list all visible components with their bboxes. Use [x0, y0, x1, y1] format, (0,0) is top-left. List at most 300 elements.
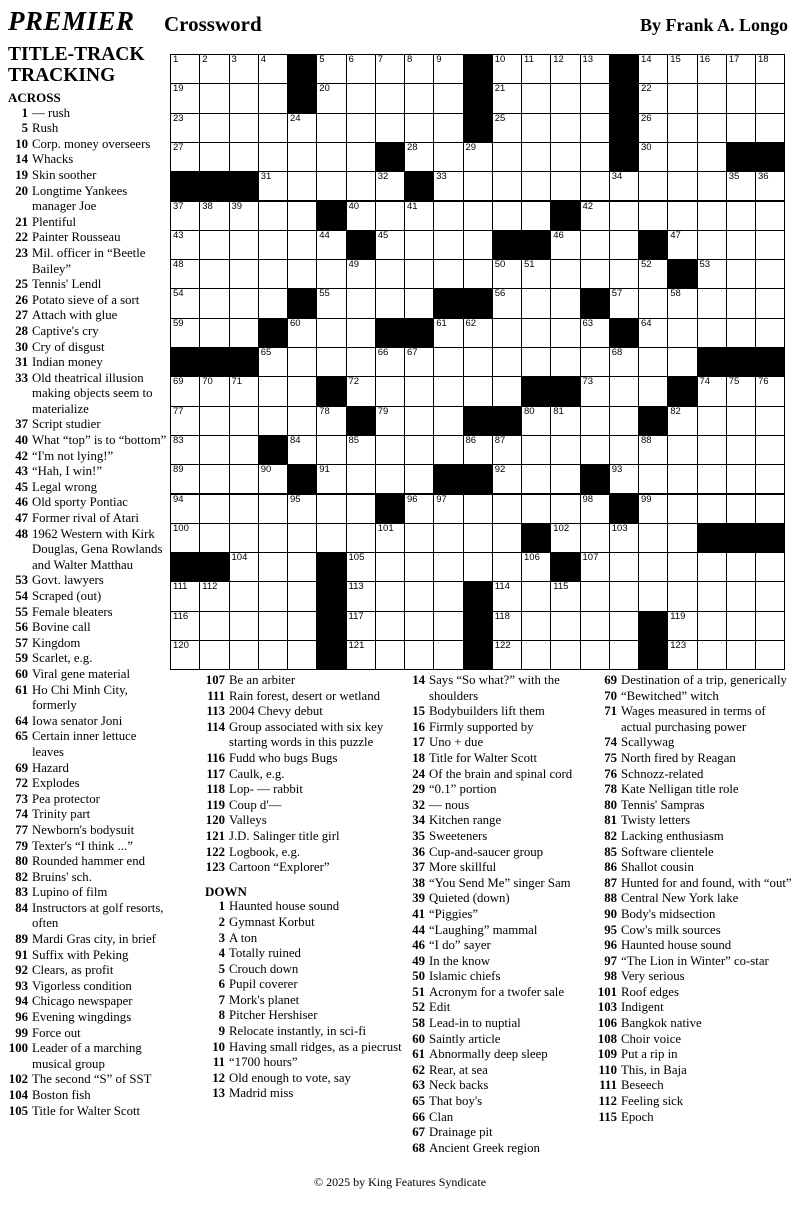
grid-cell[interactable]: [755, 201, 785, 231]
grid-cell[interactable]: [550, 230, 580, 260]
grid-cell[interactable]: [580, 494, 610, 524]
grid-cell[interactable]: [170, 201, 200, 231]
grid-cell[interactable]: [346, 171, 376, 201]
grid-cell[interactable]: [550, 523, 580, 553]
grid-cell[interactable]: [258, 142, 288, 172]
grid-cell[interactable]: [609, 347, 639, 377]
grid-cell[interactable]: [316, 113, 346, 143]
grid-cell[interactable]: [580, 640, 610, 670]
grid-cell[interactable]: [287, 230, 317, 260]
grid-cell[interactable]: [199, 406, 229, 436]
grid-cell[interactable]: [580, 552, 610, 582]
grid-cell[interactable]: [170, 523, 200, 553]
grid-cell[interactable]: [433, 611, 463, 641]
grid-cell[interactable]: [375, 523, 405, 553]
grid-cell[interactable]: [550, 142, 580, 172]
grid-cell[interactable]: [170, 288, 200, 318]
grid-cell[interactable]: [346, 523, 376, 553]
grid-cell[interactable]: [726, 640, 756, 670]
grid-cell[interactable]: [433, 54, 463, 84]
grid-cell[interactable]: [667, 171, 697, 201]
grid-cell[interactable]: [199, 113, 229, 143]
grid-cell[interactable]: [375, 201, 405, 231]
grid-cell[interactable]: [433, 552, 463, 582]
grid-cell[interactable]: [433, 171, 463, 201]
grid-cell[interactable]: [521, 611, 551, 641]
grid-cell[interactable]: [521, 83, 551, 113]
grid-cell[interactable]: [375, 406, 405, 436]
grid-cell[interactable]: [697, 201, 727, 231]
grid-cell[interactable]: [726, 288, 756, 318]
grid-cell[interactable]: [199, 581, 229, 611]
grid-cell[interactable]: [258, 201, 288, 231]
grid-cell[interactable]: [726, 435, 756, 465]
grid-cell[interactable]: [697, 83, 727, 113]
grid-cell[interactable]: [229, 142, 259, 172]
grid-cell[interactable]: [404, 230, 434, 260]
grid-cell[interactable]: [463, 259, 493, 289]
grid-cell[interactable]: [726, 611, 756, 641]
grid-cell[interactable]: [638, 171, 668, 201]
grid-cell[interactable]: [726, 230, 756, 260]
grid-cell[interactable]: [404, 347, 434, 377]
grid-cell[interactable]: [580, 435, 610, 465]
grid-cell[interactable]: [433, 230, 463, 260]
grid-cell[interactable]: [697, 142, 727, 172]
grid-cell[interactable]: [316, 83, 346, 113]
grid-cell[interactable]: [697, 288, 727, 318]
grid-cell[interactable]: [492, 201, 522, 231]
grid-cell[interactable]: [697, 171, 727, 201]
grid-cell[interactable]: [638, 552, 668, 582]
grid-cell[interactable]: [755, 552, 785, 582]
grid-cell[interactable]: [287, 142, 317, 172]
grid-cell[interactable]: [550, 640, 580, 670]
grid-cell[interactable]: [170, 435, 200, 465]
grid-cell[interactable]: [726, 83, 756, 113]
grid-cell[interactable]: [375, 464, 405, 494]
grid-cell[interactable]: [755, 406, 785, 436]
grid-cell[interactable]: [580, 406, 610, 436]
grid-cell[interactable]: [755, 259, 785, 289]
crossword-grid[interactable]: [170, 54, 784, 669]
grid-cell[interactable]: [609, 523, 639, 553]
grid-cell[interactable]: [492, 142, 522, 172]
grid-cell[interactable]: [346, 288, 376, 318]
grid-cell[interactable]: [726, 318, 756, 348]
grid-cell[interactable]: [638, 435, 668, 465]
grid-cell[interactable]: [229, 259, 259, 289]
grid-cell[interactable]: [199, 611, 229, 641]
grid-cell[interactable]: [580, 523, 610, 553]
grid-cell[interactable]: [638, 113, 668, 143]
grid-cell[interactable]: [609, 464, 639, 494]
grid-cell[interactable]: [609, 611, 639, 641]
grid-cell[interactable]: [492, 83, 522, 113]
grid-cell[interactable]: [433, 83, 463, 113]
grid-cell[interactable]: [697, 54, 727, 84]
grid-cell[interactable]: [433, 494, 463, 524]
grid-cell[interactable]: [755, 376, 785, 406]
grid-cell[interactable]: [229, 464, 259, 494]
grid-cell[interactable]: [404, 54, 434, 84]
grid-cell[interactable]: [638, 288, 668, 318]
grid-cell[interactable]: [287, 347, 317, 377]
grid-cell[interactable]: [550, 464, 580, 494]
grid-cell[interactable]: [550, 54, 580, 84]
grid-cell[interactable]: [550, 259, 580, 289]
grid-cell[interactable]: [316, 347, 346, 377]
grid-cell[interactable]: [463, 552, 493, 582]
grid-cell[interactable]: [375, 259, 405, 289]
grid-cell[interactable]: [433, 581, 463, 611]
grid-cell[interactable]: [433, 201, 463, 231]
grid-cell[interactable]: [492, 171, 522, 201]
grid-cell[interactable]: [755, 54, 785, 84]
grid-cell[interactable]: [521, 494, 551, 524]
grid-cell[interactable]: [726, 464, 756, 494]
grid-cell[interactable]: [667, 581, 697, 611]
grid-cell[interactable]: [404, 640, 434, 670]
grid-cell[interactable]: [346, 201, 376, 231]
grid-cell[interactable]: [229, 494, 259, 524]
grid-cell[interactable]: [170, 376, 200, 406]
grid-cell[interactable]: [492, 611, 522, 641]
grid-cell[interactable]: [726, 376, 756, 406]
grid-cell[interactable]: [258, 171, 288, 201]
grid-cell[interactable]: [492, 347, 522, 377]
grid-cell[interactable]: [229, 581, 259, 611]
grid-cell[interactable]: [697, 113, 727, 143]
grid-cell[interactable]: [463, 171, 493, 201]
grid-cell[interactable]: [638, 494, 668, 524]
grid-cell[interactable]: [316, 318, 346, 348]
grid-cell[interactable]: [580, 54, 610, 84]
grid-cell[interactable]: [199, 230, 229, 260]
grid-cell[interactable]: [287, 435, 317, 465]
grid-cell[interactable]: [258, 581, 288, 611]
grid-cell[interactable]: [404, 83, 434, 113]
grid-cell[interactable]: [667, 288, 697, 318]
grid-cell[interactable]: [726, 494, 756, 524]
grid-cell[interactable]: [170, 318, 200, 348]
grid-cell[interactable]: [697, 640, 727, 670]
grid-cell[interactable]: [550, 288, 580, 318]
grid-cell[interactable]: [346, 611, 376, 641]
grid-cell[interactable]: [580, 83, 610, 113]
grid-cell[interactable]: [433, 640, 463, 670]
grid-cell[interactable]: [287, 611, 317, 641]
grid-cell[interactable]: [375, 230, 405, 260]
grid-cell[interactable]: [433, 523, 463, 553]
grid-cell[interactable]: [463, 523, 493, 553]
grid-cell[interactable]: [667, 494, 697, 524]
grid-cell[interactable]: [463, 201, 493, 231]
grid-cell[interactable]: [199, 259, 229, 289]
grid-cell[interactable]: [667, 435, 697, 465]
grid-cell[interactable]: [667, 640, 697, 670]
grid-cell[interactable]: [433, 347, 463, 377]
grid-cell[interactable]: [170, 113, 200, 143]
grid-cell[interactable]: [287, 640, 317, 670]
grid-cell[interactable]: [404, 259, 434, 289]
grid-cell[interactable]: [580, 113, 610, 143]
grid-cell[interactable]: [199, 494, 229, 524]
grid-cell[interactable]: [580, 142, 610, 172]
grid-cell[interactable]: [580, 581, 610, 611]
grid-cell[interactable]: [258, 83, 288, 113]
grid-cell[interactable]: [258, 552, 288, 582]
grid-cell[interactable]: [638, 347, 668, 377]
grid-cell[interactable]: [287, 376, 317, 406]
grid-cell[interactable]: [229, 288, 259, 318]
grid-cell[interactable]: [199, 640, 229, 670]
grid-cell[interactable]: [755, 494, 785, 524]
grid-cell[interactable]: [697, 581, 727, 611]
grid-cell[interactable]: [287, 171, 317, 201]
grid-cell[interactable]: [492, 581, 522, 611]
grid-cell[interactable]: [258, 523, 288, 553]
grid-cell[interactable]: [170, 83, 200, 113]
grid-cell[interactable]: [638, 376, 668, 406]
grid-cell[interactable]: [375, 640, 405, 670]
grid-cell[interactable]: [580, 230, 610, 260]
grid-cell[interactable]: [287, 523, 317, 553]
grid-cell[interactable]: [375, 83, 405, 113]
grid-cell[interactable]: [550, 581, 580, 611]
grid-cell[interactable]: [521, 406, 551, 436]
grid-cell[interactable]: [697, 464, 727, 494]
grid-cell[interactable]: [521, 640, 551, 670]
grid-cell[interactable]: [492, 54, 522, 84]
grid-cell[interactable]: [726, 581, 756, 611]
grid-cell[interactable]: [229, 318, 259, 348]
grid-cell[interactable]: [229, 113, 259, 143]
grid-cell[interactable]: [346, 581, 376, 611]
grid-cell[interactable]: [667, 318, 697, 348]
grid-cell[interactable]: [316, 171, 346, 201]
grid-cell[interactable]: [697, 318, 727, 348]
grid-cell[interactable]: [375, 54, 405, 84]
grid-cell[interactable]: [609, 435, 639, 465]
grid-cell[interactable]: [492, 640, 522, 670]
grid-cell[interactable]: [258, 640, 288, 670]
grid-cell[interactable]: [229, 230, 259, 260]
grid-cell[interactable]: [697, 230, 727, 260]
grid-cell[interactable]: [580, 171, 610, 201]
grid-cell[interactable]: [755, 464, 785, 494]
grid-cell[interactable]: [258, 347, 288, 377]
grid-cell[interactable]: [199, 288, 229, 318]
grid-cell[interactable]: [316, 494, 346, 524]
grid-cell[interactable]: [229, 611, 259, 641]
grid-cell[interactable]: [346, 259, 376, 289]
grid-cell[interactable]: [199, 201, 229, 231]
grid-cell[interactable]: [346, 142, 376, 172]
grid-cell[interactable]: [726, 406, 756, 436]
grid-cell[interactable]: [521, 142, 551, 172]
grid-cell[interactable]: [492, 435, 522, 465]
grid-cell[interactable]: [287, 259, 317, 289]
grid-cell[interactable]: [229, 640, 259, 670]
grid-cell[interactable]: [170, 230, 200, 260]
grid-cell[interactable]: [550, 406, 580, 436]
grid-cell[interactable]: [755, 581, 785, 611]
grid-cell[interactable]: [755, 318, 785, 348]
grid-cell[interactable]: [316, 54, 346, 84]
grid-cell[interactable]: [404, 435, 434, 465]
grid-cell[interactable]: [463, 318, 493, 348]
grid-cell[interactable]: [375, 376, 405, 406]
grid-cell[interactable]: [433, 406, 463, 436]
grid-cell[interactable]: [375, 113, 405, 143]
grid-cell[interactable]: [170, 494, 200, 524]
grid-cell[interactable]: [667, 83, 697, 113]
grid-cell[interactable]: [463, 494, 493, 524]
grid-cell[interactable]: [316, 464, 346, 494]
grid-cell[interactable]: [667, 142, 697, 172]
grid-cell[interactable]: [755, 230, 785, 260]
grid-cell[interactable]: [755, 288, 785, 318]
grid-cell[interactable]: [404, 142, 434, 172]
grid-cell[interactable]: [346, 435, 376, 465]
grid-cell[interactable]: [316, 288, 346, 318]
grid-cell[interactable]: [258, 464, 288, 494]
grid-cell[interactable]: [375, 611, 405, 641]
grid-cell[interactable]: [580, 611, 610, 641]
grid-cell[interactable]: [404, 464, 434, 494]
grid-cell[interactable]: [404, 494, 434, 524]
grid-cell[interactable]: [316, 142, 346, 172]
grid-cell[interactable]: [521, 552, 551, 582]
grid-cell[interactable]: [521, 259, 551, 289]
grid-cell[interactable]: [433, 142, 463, 172]
grid-cell[interactable]: [463, 435, 493, 465]
grid-cell[interactable]: [463, 142, 493, 172]
grid-cell[interactable]: [199, 376, 229, 406]
grid-cell[interactable]: [667, 230, 697, 260]
grid-cell[interactable]: [697, 259, 727, 289]
grid-cell[interactable]: [170, 640, 200, 670]
grid-cell[interactable]: [287, 113, 317, 143]
grid-cell[interactable]: [638, 523, 668, 553]
grid-cell[interactable]: [609, 640, 639, 670]
grid-cell[interactable]: [258, 494, 288, 524]
grid-cell[interactable]: [258, 611, 288, 641]
grid-cell[interactable]: [170, 259, 200, 289]
grid-cell[interactable]: [667, 201, 697, 231]
grid-cell[interactable]: [258, 259, 288, 289]
grid-cell[interactable]: [287, 406, 317, 436]
grid-cell[interactable]: [521, 435, 551, 465]
grid-cell[interactable]: [609, 376, 639, 406]
grid-cell[interactable]: [199, 54, 229, 84]
grid-cell[interactable]: [463, 376, 493, 406]
grid-cell[interactable]: [404, 611, 434, 641]
grid-cell[interactable]: [667, 523, 697, 553]
grid-cell[interactable]: [199, 318, 229, 348]
grid-cell[interactable]: [170, 581, 200, 611]
grid-cell[interactable]: [229, 376, 259, 406]
grid-cell[interactable]: [609, 201, 639, 231]
grid-cell[interactable]: [580, 201, 610, 231]
grid-cell[interactable]: [287, 494, 317, 524]
grid-cell[interactable]: [229, 523, 259, 553]
grid-cell[interactable]: [609, 552, 639, 582]
grid-cell[interactable]: [346, 376, 376, 406]
grid-cell[interactable]: [521, 171, 551, 201]
grid-cell[interactable]: [550, 435, 580, 465]
grid-cell[interactable]: [229, 83, 259, 113]
grid-cell[interactable]: [170, 464, 200, 494]
grid-cell[interactable]: [492, 318, 522, 348]
grid-cell[interactable]: [492, 376, 522, 406]
grid-cell[interactable]: [492, 494, 522, 524]
grid-cell[interactable]: [433, 376, 463, 406]
grid-cell[interactable]: [229, 552, 259, 582]
grid-cell[interactable]: [346, 54, 376, 84]
grid-cell[interactable]: [521, 581, 551, 611]
grid-cell[interactable]: [316, 523, 346, 553]
grid-cell[interactable]: [667, 347, 697, 377]
grid-cell[interactable]: [697, 376, 727, 406]
grid-cell[interactable]: [726, 171, 756, 201]
grid-cell[interactable]: [697, 611, 727, 641]
grid-cell[interactable]: [258, 54, 288, 84]
grid-cell[interactable]: [346, 113, 376, 143]
grid-cell[interactable]: [609, 171, 639, 201]
grid-cell[interactable]: [638, 83, 668, 113]
grid-cell[interactable]: [316, 230, 346, 260]
grid-cell[interactable]: [609, 288, 639, 318]
grid-cell[interactable]: [697, 435, 727, 465]
grid-cell[interactable]: [229, 201, 259, 231]
grid-cell[interactable]: [580, 318, 610, 348]
grid-cell[interactable]: [550, 318, 580, 348]
grid-cell[interactable]: [755, 113, 785, 143]
grid-cell[interactable]: [404, 581, 434, 611]
grid-cell[interactable]: [550, 113, 580, 143]
grid-cell[interactable]: [755, 171, 785, 201]
grid-cell[interactable]: [638, 581, 668, 611]
grid-cell[interactable]: [375, 171, 405, 201]
grid-cell[interactable]: [170, 54, 200, 84]
grid-cell[interactable]: [726, 201, 756, 231]
grid-cell[interactable]: [375, 581, 405, 611]
grid-cell[interactable]: [697, 552, 727, 582]
grid-cell[interactable]: [375, 552, 405, 582]
grid-cell[interactable]: [550, 347, 580, 377]
grid-cell[interactable]: [287, 201, 317, 231]
grid-cell[interactable]: [638, 201, 668, 231]
grid-cell[interactable]: [170, 142, 200, 172]
grid-cell[interactable]: [697, 494, 727, 524]
grid-cell[interactable]: [638, 259, 668, 289]
grid-cell[interactable]: [170, 611, 200, 641]
grid-cell[interactable]: [667, 54, 697, 84]
grid-cell[interactable]: [170, 406, 200, 436]
grid-cell[interactable]: [404, 201, 434, 231]
grid-cell[interactable]: [375, 347, 405, 377]
grid-cell[interactable]: [258, 230, 288, 260]
grid-cell[interactable]: [755, 640, 785, 670]
grid-cell[interactable]: [521, 54, 551, 84]
grid-cell[interactable]: [667, 406, 697, 436]
grid-cell[interactable]: [404, 552, 434, 582]
grid-cell[interactable]: [609, 406, 639, 436]
grid-cell[interactable]: [199, 142, 229, 172]
grid-cell[interactable]: [550, 611, 580, 641]
